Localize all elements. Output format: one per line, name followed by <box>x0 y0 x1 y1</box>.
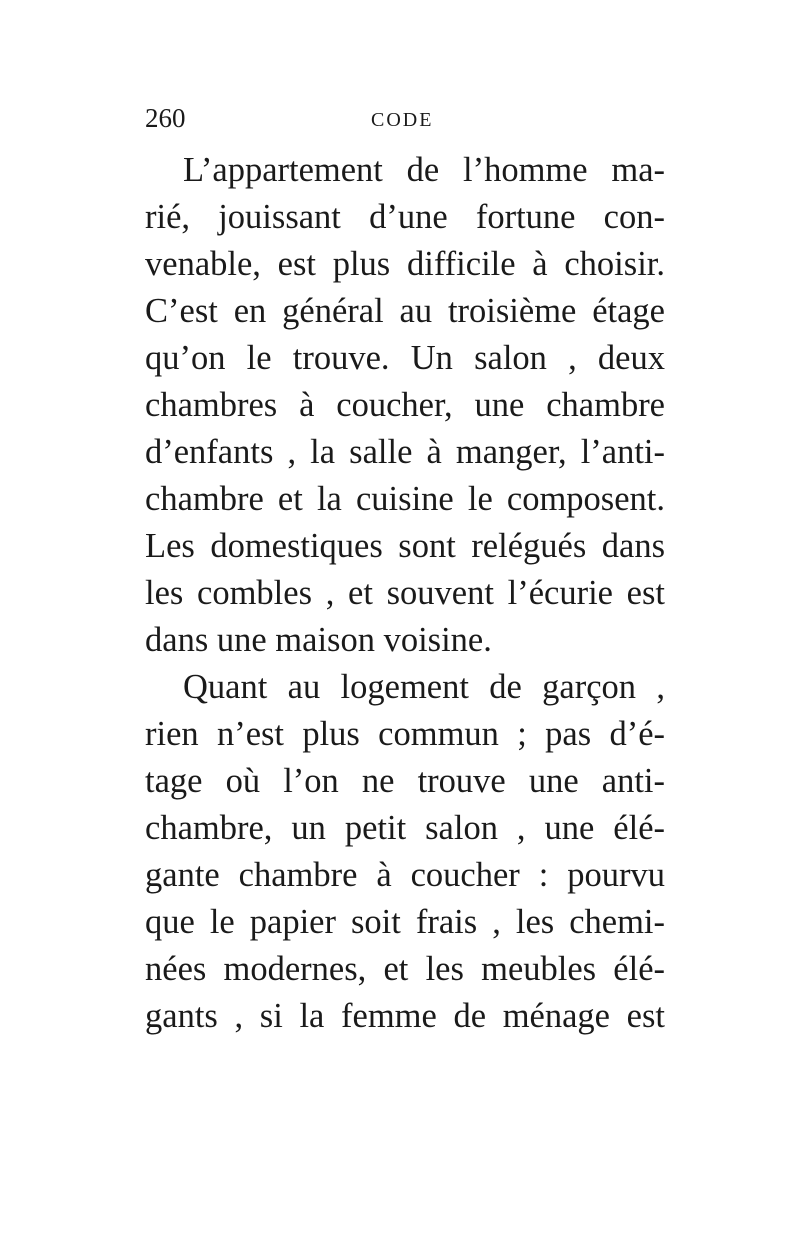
paragraph-2 <box>145 664 665 1040</box>
running-head: CODE <box>371 109 434 131</box>
text-line: chambre et la cuisine le composent. <box>145 480 665 518</box>
text-line: tage où l’on ne trouve une anti- <box>145 762 665 800</box>
text-line: gante chambre à coucher : pourvu <box>145 856 665 894</box>
text-line: chambres à coucher, une chambre <box>145 386 665 424</box>
page-number: 260 <box>145 103 186 133</box>
text-line: qu’on le trouve. Un salon , deux <box>145 339 665 377</box>
text-line: chambre, un petit salon , une élé- <box>145 809 665 847</box>
text-line: nées modernes, et les meubles élé- <box>145 950 665 988</box>
text-line: C’est en général au troisième étage <box>145 292 665 330</box>
text-line: Les domestiques sont relégués dans <box>145 527 665 565</box>
text-line: rié, jouissant d’une fortune con- <box>145 198 665 236</box>
page-header <box>145 103 665 143</box>
text-line: L’appartement de l’homme ma- <box>183 151 665 189</box>
text-line: que le papier soit frais , les chemi- <box>145 903 665 941</box>
text-line: dans une maison voisine. <box>145 621 492 659</box>
paragraph-1 <box>145 147 665 664</box>
text-line: venable, est plus difficile à choisir. <box>145 245 665 283</box>
body-text <box>145 147 665 1040</box>
text-line: gants , si la femme de ménage est <box>145 997 665 1035</box>
text-line: rien n’est plus commun ; pas d’é- <box>145 715 665 753</box>
text-line: d’enfants , la salle à manger, l’anti- <box>145 433 665 471</box>
text-line: les combles , et souvent l’écurie est <box>145 574 665 612</box>
text-line: Quant au logement de garçon , <box>183 668 665 706</box>
